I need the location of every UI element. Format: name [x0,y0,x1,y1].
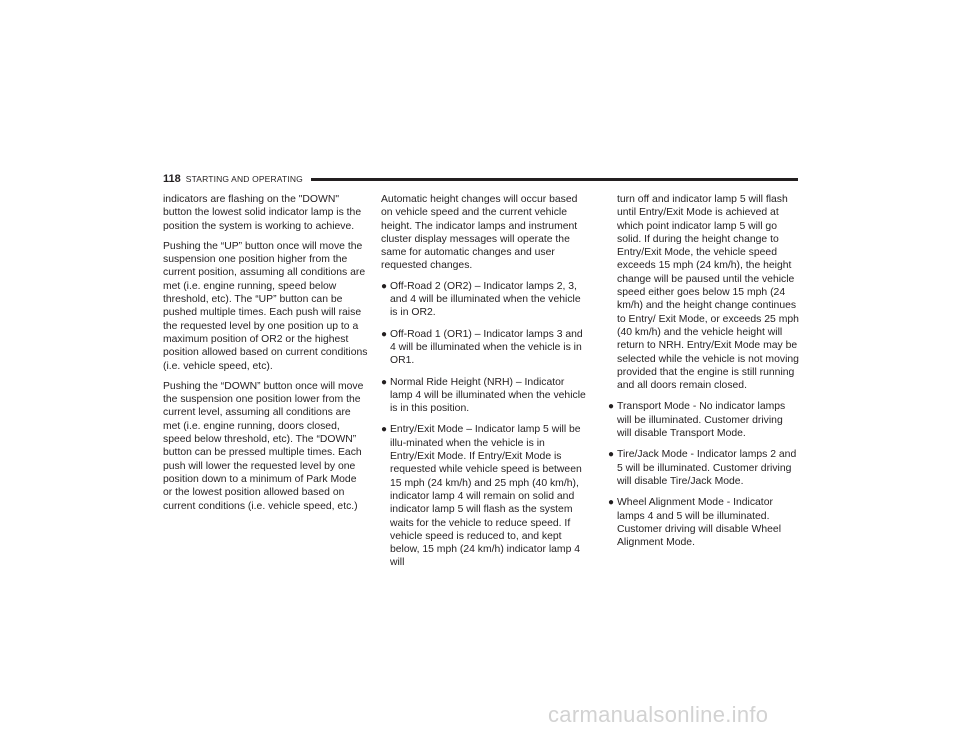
list-item [381,423,588,569]
list-item-text: Off-Road 1 (OR1) – Indicator lamps 3 and 4 will be illuminated when the vehicle is in OR1. [390,328,583,367]
page-header [163,171,798,187]
column-1 [163,193,368,520]
list-item [608,496,800,549]
paragraph: Automatic height changes will occur based on vehicle speed and the current vehicle height. The indicator lamps and instrument cluster display messages will operate the same for automatic changes and user requested changes. [381,194,578,272]
list-item [381,376,588,416]
list-item [381,328,588,368]
paragraph: Pushing the “UP” button once will move the suspension one position higher from the current position, assuming all conditions are met (i.e. engine running, speed below threshold, etc). The “UP” button can be pushed multiple times. Each push will raise the requested level by one position up to a maximum position of OR2 or the highest position allowed based on current conditions (i.e. vehicle speed, etc). [163,240,368,372]
bullet-icon: ● [381,376,388,388]
bullet-icon: ● [608,449,615,461]
bullet-list [381,280,588,570]
bullet-list [608,400,800,549]
bullet-icon: ● [608,497,615,509]
list-item-text: Wheel Alignment Mode - Indicator lamps 4 and 5 will be illuminated. Customer driving will disable Wheel Alignment Mode. [617,497,782,549]
list-item-text: Off-Road 2 (OR2) – Indicator lamps 2, 3, and 4 will be illuminated when the vehicle is in OR2. [390,280,581,319]
column-3 [608,193,800,557]
header-rule [311,178,798,181]
bullet-icon: ● [381,424,388,436]
page-number: 118 [163,173,181,185]
bullet-icon: ● [381,280,388,292]
bullet-icon: ● [381,328,388,340]
bullet-icon: ● [608,401,615,413]
list-item [381,280,588,320]
list-item [608,448,800,488]
list-item-text: Transport Mode - No indicator lamps will be illuminated. Customer driving will disable Transport Mode. [617,401,786,440]
paragraph: indicators are flashing on the "DOWN" button the lowest solid indicator lamp is the position the system is working to achieve. [163,194,362,232]
watermark: carmanualsonline.info [548,702,769,727]
section-title: STARTING AND OPERATING [185,174,303,184]
list-item-text: Normal Ride Height (NRH) – Indicator lamp 4 will be illuminated when the vehicle is in this position. [390,376,586,415]
paragraph: Pushing the “DOWN” button once will move the suspension one position lower from the current level, assuming all conditions are met (i.e. engine running, doors closed, speed below threshold, etc). The “DOWN” button can be pressed multiple times. Each push will lower the requested level by one position down to a minimum of Park Mode or the lowest position allowed based on current conditions (i.e. vehicle speed, etc.) [163,380,364,512]
paragraph-continuation: turn off and indicator lamp 5 will flash until Entry/Exit Mode is achieved at which point indicator lamp 5 will go solid. If during the height change to Entry/Exit Mode, the vehicle speed exceeds 15 mph (24 km/h), the height change will be paused until the vehicle speed either goes below 15 mph (24 km/h) and the height change continues to Entry/ Exit Mode, or exceeds 25 mph (40 km/h) and the vehicle height will return to NRH. Entry/Exit Mode may be selected while the vehicle is not moving provided that the engine is still running and all doors remain closed. [617,194,799,392]
list-item-text: Tire/Jack Mode - Indicator lamps 2 and 5 will be illuminated. Customer driving will disable Tire/Jack Mode. [617,449,797,487]
list-item-text: Entry/Exit Mode – Indicator lamp 5 will be illu-minated when the vehicle is in Entry/Exit Mode. If Entry/Exit Mode is requested while vehicle speed is between 15 mph (24 km/h) and 25 mph (40 km/h), indicator lamp 4 will remain on solid and indicator lamp 5 will flash as the system waits for the vehicle to reduce speed. If vehicle speed is reduced to, and kept below, 15 mph (24 km/h) indicator lamp 4 will [390,424,582,569]
column-2 [381,193,588,578]
list-item [608,400,800,440]
